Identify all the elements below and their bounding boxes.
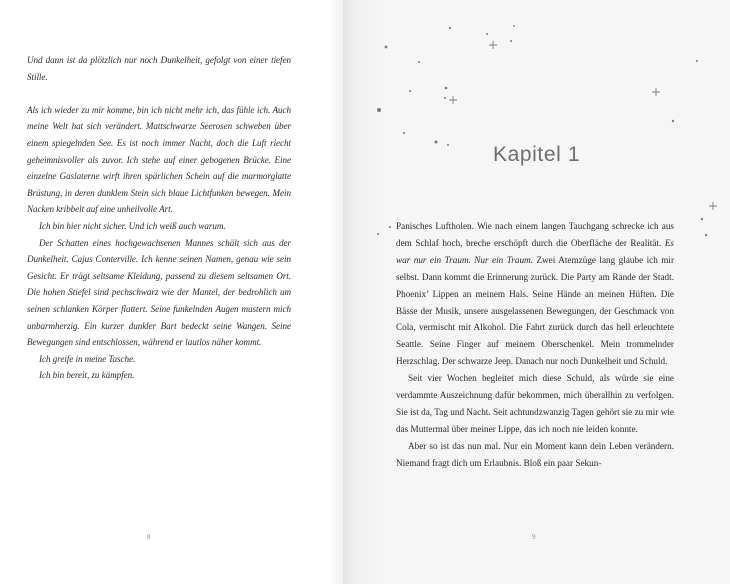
star-dot-icon bbox=[672, 120, 674, 122]
right-paragraph-3: Aber so ist das nun mal. Nur ein Moment kann dein Leben verändern. Niemand fragt dich um Erlaubnis. Bloß ein paar Sekun- bbox=[396, 440, 674, 468]
star-dot-icon bbox=[389, 226, 391, 228]
left-paragraph-4: Der Schatten eines hochgewachsenen Mannes schält sich aus der Dunkelheit. Cajus Conterville. Ich kenne seinen Namen, genau wie sein Gesicht. Er trägt seltsame Kleidung, passend zu diesem seltsamen Ort. Die hohen Stiefel sind pechschwarz wie der Mantel, der bedrohlich um seinen schlanken Körper flattert. Seine funkelnden Augen mustern mich unbarmherzig. Ein kurzer dunkler Bart bedeckt seine Wangen. Seine Bewegungen sind entschlossen, während er lautlos näher kommt. bbox=[27, 237, 291, 348]
star-dot-icon bbox=[486, 33, 488, 35]
right-paragraph-1 bbox=[396, 218, 674, 370]
star-dot-icon bbox=[513, 25, 515, 27]
left-page-text bbox=[27, 52, 291, 384]
gutter-shadow bbox=[328, 0, 343, 584]
star-dot-icon bbox=[444, 97, 446, 99]
star-dot-icon bbox=[418, 61, 420, 63]
star-dot-icon bbox=[377, 108, 381, 112]
chapter-title: Kapitel 1 bbox=[493, 143, 581, 166]
left-paragraph-1: Und dann ist da plötzlich nur noch Dunkelheit, gefolgt von einer tiefen Stille. bbox=[27, 55, 291, 82]
star-dot-icon bbox=[447, 144, 449, 146]
left-paragraph-2: Als ich wieder zu mir komme, bin ich nicht mehr ich, das fühle ich. Auch meine Welt hat sich verändert. Mattschwarze Seerosen schweben über einem spiegelnden See. Es ist noch immer Nacht, doch die Luft riecht geheimnisvoller als zuvor. Ich stehe auf einer gebogenen Brücke. Eine einzelne Gaslaterne wirft ihren spärlichen Schein auf die marmorglatte Brüstung, in deren dunklem Stein sich blaue Lichtfunken bewegen. Mein Nacken kribbelt auf eine unheilvolle Art. bbox=[27, 104, 291, 215]
dream-italic-phrase: Es war nur ein Traum. Nur ein Traum. bbox=[396, 237, 674, 265]
star-dot-icon bbox=[449, 27, 451, 29]
right-page-text bbox=[396, 218, 674, 472]
sparkle-icon bbox=[489, 41, 497, 49]
right-page-number: 9 bbox=[532, 533, 536, 541]
left-paragraph-5: Ich greife in meine Tasche. bbox=[39, 353, 136, 364]
sparkle-icon bbox=[652, 88, 660, 96]
sparkle-icon bbox=[449, 96, 457, 104]
star-dot-icon bbox=[377, 233, 379, 235]
right-paragraph-2: Seit vier Wochen begleitet mich diese Schuld, als würde sie eine verdammte Auszeichnung dafür bekommen, mich überallhin zu verfolgen. Sie ist da, Tag und Nacht. Seit achtundzwanzig Tagen gehört sie zu mir wie das Muttermal über meiner Lippe, das ich noch nie leiden konnte. bbox=[396, 373, 674, 434]
star-dot-icon bbox=[409, 90, 411, 92]
star-sparkles bbox=[449, 41, 717, 210]
right-paragraph-1-end: Zwei Atemzüge lang glaube ich mir selbst. Dann kommt die Erinnerung zurück. Die Party am Rande der Stadt. Phoenix’ Lippen an meinem Hals. Seine Hände an meinen Hüften. Die Bässe der Musik, unsere ausgelassenen Bewegungen, der Geschmack von Cola, vermischt mit Alkohol. Die Fahrt zurück durch das hell erleuchtete Seattle. Seine Finger auf meinem Oberschenkel. Mein trommelnder Herzschlag. Der schwarze Jeep. Danach nur noch Dunkelheit und Schuld. bbox=[396, 254, 675, 367]
star-dot-icon bbox=[705, 234, 707, 236]
left-page bbox=[0, 0, 343, 584]
left-paragraph-6: Ich bin bereit, zu kämpfen. bbox=[39, 370, 135, 381]
star-dots bbox=[377, 25, 707, 236]
star-dot-icon bbox=[435, 141, 438, 144]
sparkle-icon bbox=[709, 202, 717, 210]
left-paragraph-3: Ich bin hier nicht sicher. Und ich weiß auch warum. bbox=[39, 220, 226, 231]
star-dot-icon bbox=[696, 60, 698, 62]
star-dot-icon bbox=[403, 132, 405, 134]
right-page bbox=[343, 0, 730, 584]
star-dot-icon bbox=[445, 87, 448, 90]
right-paragraph-1-start: Panisches Luftholen. Wie nach einem langen Tauchgang schrecke ich aus dem Schlaf hoch, breche erschöpft durch die Oberfläche der Realität. bbox=[396, 221, 674, 248]
left-page-number: 8 bbox=[147, 533, 151, 541]
star-dot-icon bbox=[701, 218, 703, 220]
star-dot-icon bbox=[385, 46, 388, 49]
star-dot-icon bbox=[510, 40, 512, 42]
